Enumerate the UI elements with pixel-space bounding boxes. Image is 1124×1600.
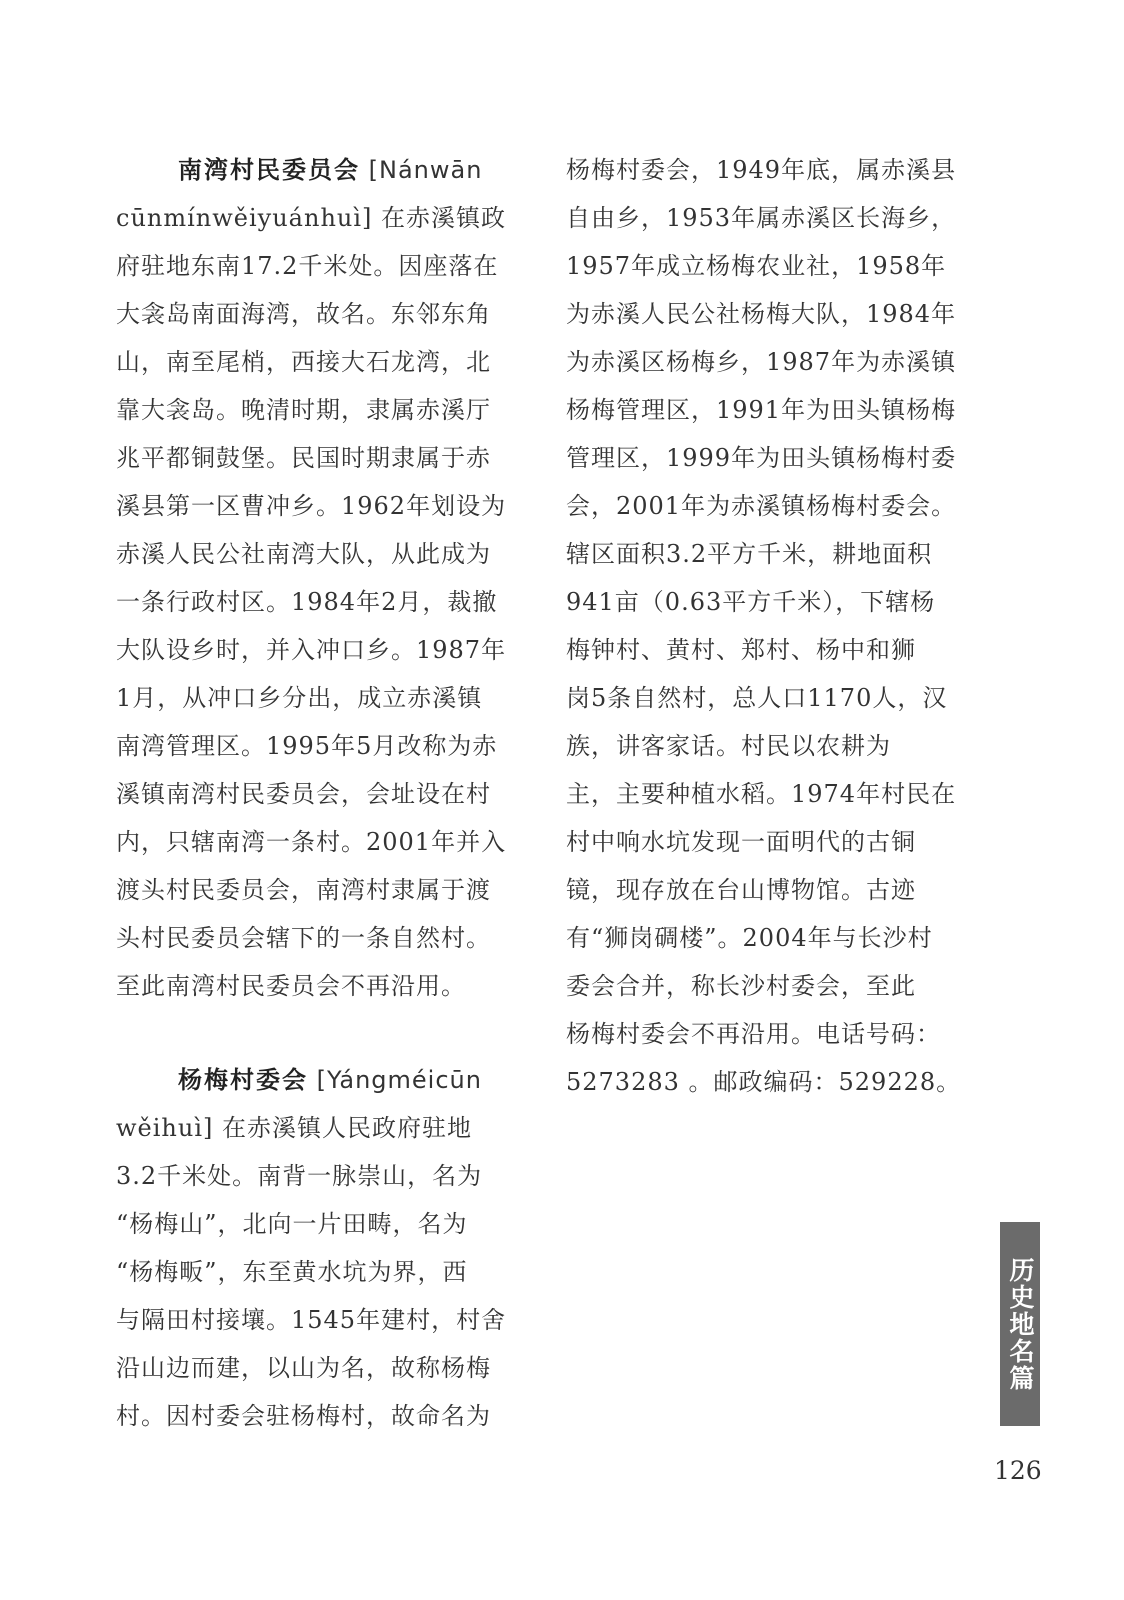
body-line: 1月，从冲口乡分出，成立赤溪镇 [116, 684, 483, 712]
entry-heading [116, 146, 526, 194]
entry-yangmei [116, 1056, 526, 1440]
body-line: 头村民委员会辖下的一条自然村。 [116, 924, 491, 952]
body-line: 府驻地东南17.2千米处。因座落在 [116, 252, 499, 280]
page-number: 126 [994, 1456, 1042, 1485]
body-line: 溪镇南湾村民委员会，会址设在村 [116, 780, 491, 808]
body-line: 至此南湾村民委员会不再沿用。 [116, 972, 466, 1000]
body-line: 南湾管理区。1995年5月改称为赤 [116, 732, 498, 760]
body-line: 5273283 。邮政编码：529228。 [566, 1068, 962, 1096]
body-line: 梅钟村、黄村、郑村、杨中和狮 [566, 636, 916, 664]
body-line: 为赤溪区杨梅乡，1987年为赤溪镇 [566, 348, 957, 376]
entry-pinyin: [Yángméicūn [316, 1066, 482, 1094]
body-line: 大队设乡时，并入冲口乡。1987年 [116, 636, 507, 664]
body-line: 杨梅村委会不再沿用。电话号码： [566, 1020, 941, 1048]
right-column [566, 146, 976, 1106]
entry-name: 南湾村民委员会 [178, 156, 360, 184]
body-line: 一条行政村区。1984年2月，裁撤 [116, 588, 498, 616]
entry-heading [116, 1056, 526, 1104]
body-line: 村。因村委会驻杨梅村，故命名为 [116, 1402, 491, 1430]
body-line: 靠大衾岛。晚清时期，隶属赤溪厅 [116, 396, 491, 424]
body-line: 941亩（0.63平方千米），下辖杨 [566, 588, 936, 616]
body-line: 杨梅村委会，1949年底，属赤溪县 [566, 156, 957, 184]
entry-body [116, 1104, 526, 1440]
body-line: 自由乡，1953年属赤溪区长海乡， [566, 204, 957, 232]
entry-spacer [116, 1010, 526, 1056]
entry-body [116, 194, 526, 1010]
left-column [116, 146, 526, 1440]
body-line: 族，讲客家话。村民以农耕为 [566, 732, 891, 760]
body-line: cūnmínwěiyuánhuì] 在赤溪镇政 [116, 204, 507, 232]
entry-name: 杨梅村委会 [178, 1066, 308, 1094]
body-line: 沿山边而建，以山为名，故称杨梅 [116, 1354, 491, 1382]
body-line: 大衾岛南面海湾，故名。东邻东角 [116, 300, 491, 328]
body-line: 山，南至尾梢，西接大石龙湾，北 [116, 348, 491, 376]
section-tab [1000, 1222, 1040, 1426]
body-line: 管理区，1999年为田头镇杨梅村委 [566, 444, 957, 472]
body-line: 兆平都铜鼓堡。民国时期隶属于赤 [116, 444, 491, 472]
body-line: 杨梅管理区，1991年为田头镇杨梅 [566, 396, 957, 424]
entry-pinyin: [Nánwān [368, 156, 483, 184]
body-line: 委会合并，称长沙村委会，至此 [566, 972, 916, 1000]
body-line: 岗5条自然村，总人口1170人，汉 [566, 684, 948, 712]
body-line: 内，只辖南湾一条村。2001年并入 [116, 828, 507, 856]
entry-nanwan [116, 146, 526, 1010]
body-line: 与隔田村接壤。1545年建村，村舍 [116, 1306, 507, 1334]
body-line: 赤溪人民公社南湾大队，从此成为 [116, 540, 491, 568]
body-line: 溪县第一区曹冲乡。1962年划设为 [116, 492, 507, 520]
body-line: 村中响水坑发现一面明代的古铜 [566, 828, 916, 856]
body-line: “杨梅畈”，东至黄水坑为界，西 [116, 1258, 468, 1286]
entry-body-continued [566, 146, 976, 1106]
body-line: 会，2001年为赤溪镇杨梅村委会。 [566, 492, 957, 520]
body-line: “杨梅山”，北向一片田畴，名为 [116, 1210, 468, 1238]
body-line: 主，主要种植水稻。1974年村民在 [566, 780, 957, 808]
body-line: 3.2千米处。南背一脉崇山，名为 [116, 1162, 483, 1190]
section-tab-label: 历史地名篇 [1006, 1256, 1035, 1392]
body-line: 为赤溪人民公社杨梅大队，1984年 [566, 300, 957, 328]
body-line: 辖区面积3.2平方千米，耕地面积 [566, 540, 933, 568]
body-line: 渡头村民委员会，南湾村隶属于渡 [116, 876, 491, 904]
body-line: 有“狮岗碉楼”。2004年与长沙村 [566, 924, 933, 952]
body-line: 1957年成立杨梅农业社，1958年 [566, 252, 947, 280]
body-line: 镜，现存放在台山博物馆。古迹 [566, 876, 916, 904]
body-line: wěihuì] 在赤溪镇人民政府驻地 [116, 1114, 473, 1142]
